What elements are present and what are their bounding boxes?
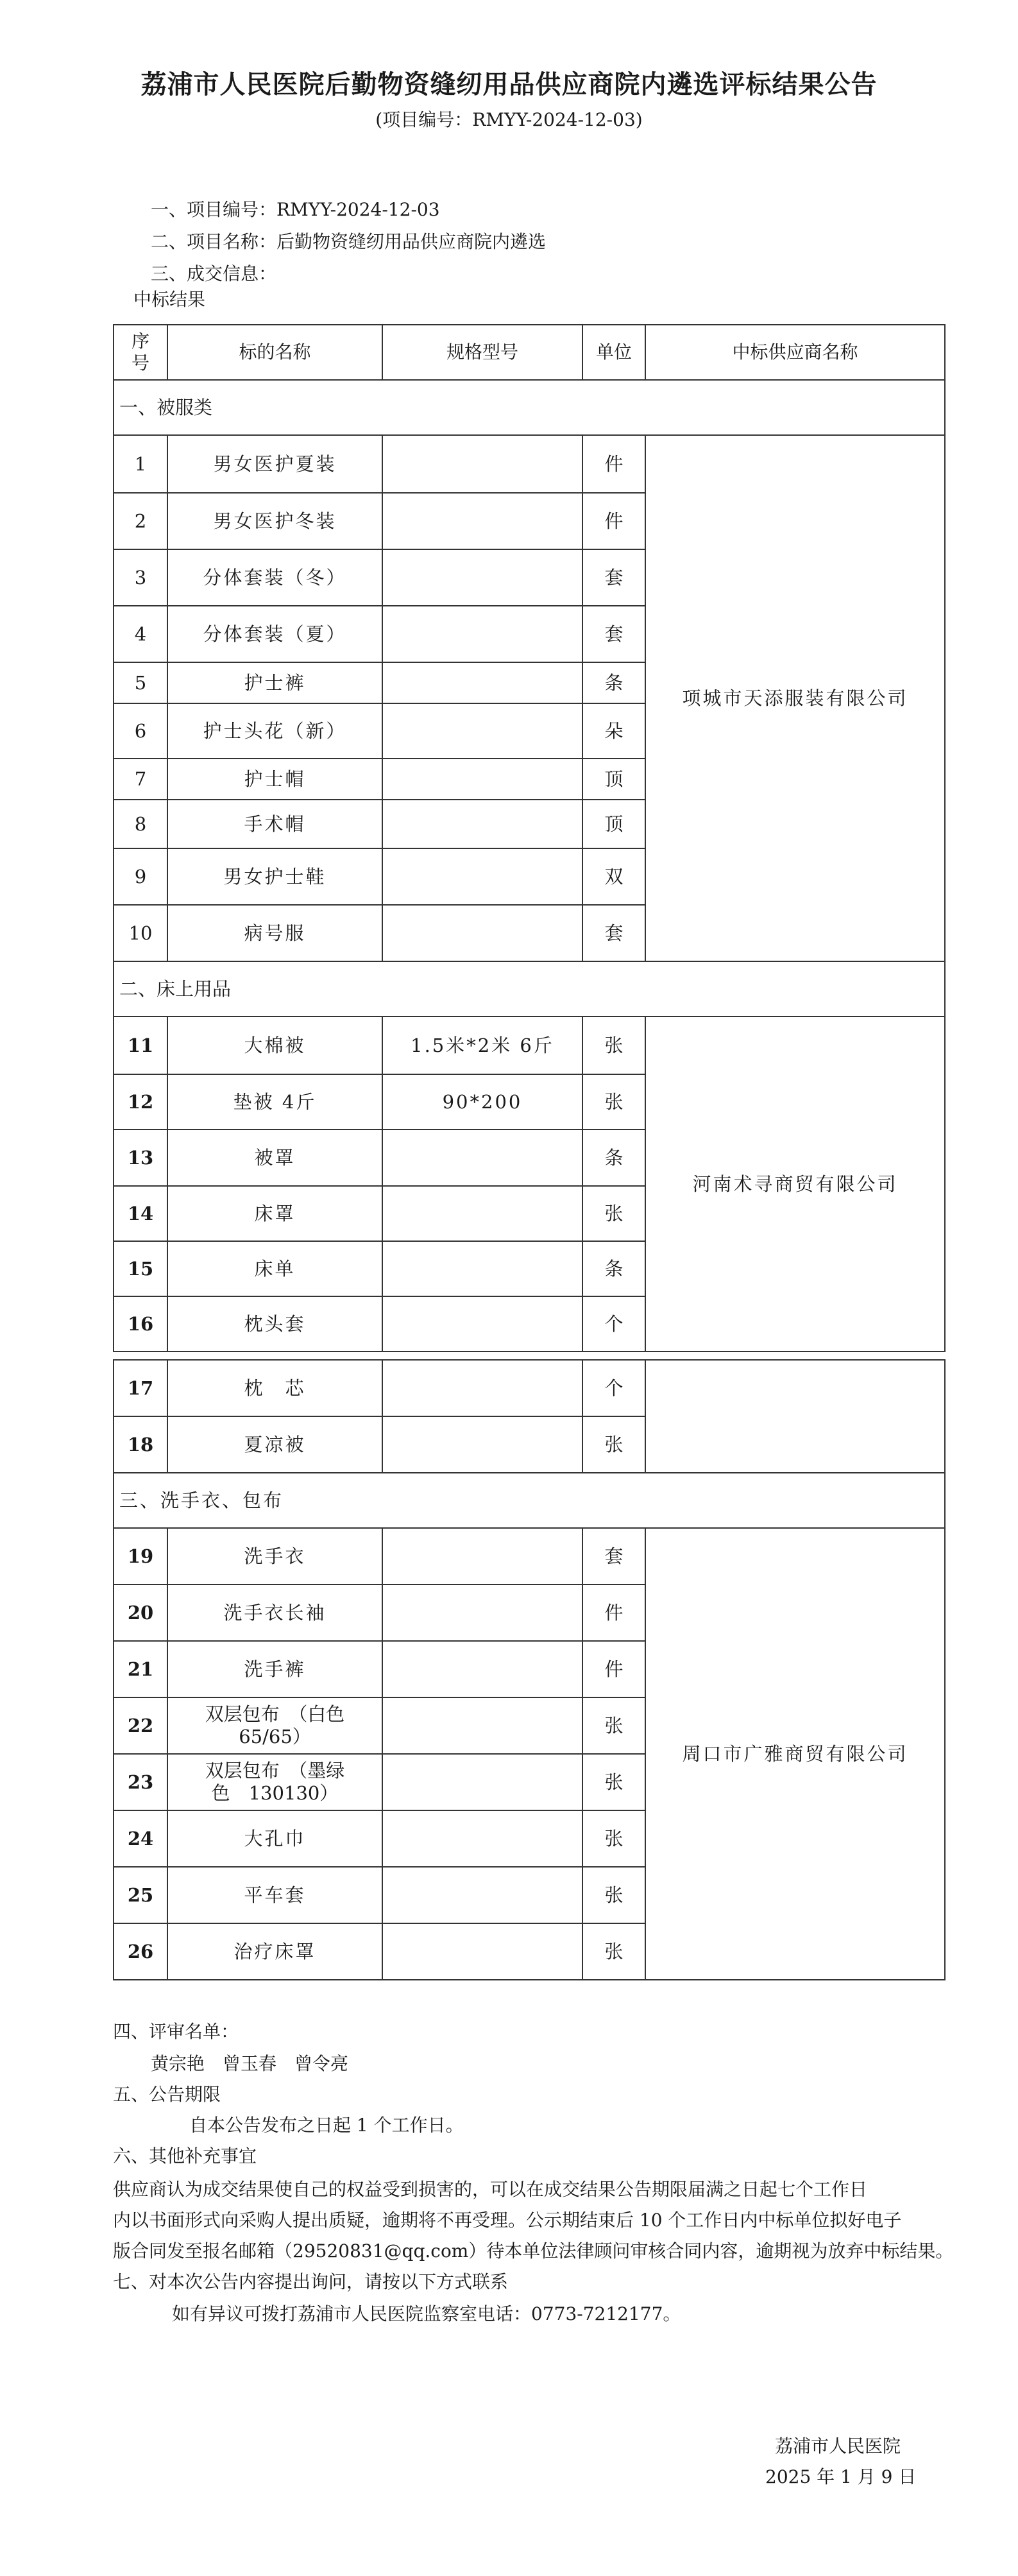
row-no: 17: [114, 1360, 167, 1416]
row-no: 2: [114, 493, 167, 549]
section-7-heading: 七、对本次公告内容提出询问，请按以下方式联系: [113, 2271, 509, 2292]
section-5-heading: 五、公告期限: [113, 2084, 221, 2105]
section-6-heading: 六、其他补充事宜: [113, 2145, 257, 2167]
row-name: 垫被 4斤: [167, 1074, 382, 1129]
section-title: 二、床上用品: [114, 961, 945, 1017]
row-spec: [382, 1697, 582, 1754]
section-title: 一、被服类: [114, 380, 945, 435]
supplier-name: 项城市天添服装有限公司: [645, 435, 945, 961]
row-spec: 90*200: [382, 1074, 582, 1129]
issuer-org: 荔浦市人民医院: [775, 2435, 901, 2457]
row-no: 21: [114, 1641, 167, 1697]
row-no: 4: [114, 606, 167, 662]
row-unit: 套: [582, 905, 645, 961]
header-seq: 序 号: [114, 325, 167, 380]
row-spec: [382, 1810, 582, 1867]
row-no: 3: [114, 549, 167, 606]
row-no: 13: [114, 1129, 167, 1186]
row-unit: 件: [582, 435, 645, 493]
result-table-2: [113, 1359, 946, 1980]
row-spec: [382, 435, 582, 493]
row-no: 8: [114, 800, 167, 848]
row-no: 26: [114, 1923, 167, 1980]
row-unit: 张: [582, 1416, 645, 1473]
row-no: 22: [114, 1697, 167, 1754]
row-no: 18: [114, 1416, 167, 1473]
row-unit: 张: [582, 1867, 645, 1923]
supplier-empty: [645, 1360, 945, 1473]
row-spec: [382, 1129, 582, 1186]
row-unit: 个: [582, 1360, 645, 1416]
row-name: 手术帽: [167, 800, 382, 848]
row-name: 枕头套: [167, 1296, 382, 1352]
row-unit: 朵: [582, 703, 645, 759]
row-no: 19: [114, 1528, 167, 1584]
header-supplier: 中标供应商名称: [645, 325, 945, 380]
issue-date: 2025 年 1 月 9 日: [765, 2466, 917, 2487]
row-no: 23: [114, 1754, 167, 1810]
row-name: 夏凉被: [167, 1416, 382, 1473]
result-table-1: [113, 324, 946, 1352]
row-spec: [382, 1754, 582, 1810]
row-spec: [382, 1584, 582, 1641]
table-header-row: [114, 325, 945, 380]
row-no: 6: [114, 703, 167, 759]
row-spec: [382, 1867, 582, 1923]
row-spec: [382, 1528, 582, 1584]
row-spec: [382, 1360, 582, 1416]
row-unit: 条: [582, 1129, 645, 1186]
row-no: 16: [114, 1296, 167, 1352]
page-title: 荔浦市人民医院后勤物资缝纫用品供应商院内遴选评标结果公告: [140, 69, 878, 99]
row-name: 护士头花（新）: [167, 703, 382, 759]
row-name: 床单: [167, 1241, 382, 1296]
row-name: 平车套: [167, 1867, 382, 1923]
row-spec: [382, 606, 582, 662]
table-row: [114, 435, 945, 493]
row-name: 男女护士鞋: [167, 848, 382, 905]
row-unit: 套: [582, 549, 645, 606]
row-spec: [382, 1186, 582, 1241]
contact-text: 如有异议可拨打荔浦市人民医院监察室电话：0773-7212177。: [172, 2303, 681, 2324]
row-spec: [382, 1241, 582, 1296]
row-name: 洗手衣长袖: [167, 1584, 382, 1641]
row-spec: [382, 800, 582, 848]
row-no: 12: [114, 1074, 167, 1129]
row-unit: 条: [582, 662, 645, 703]
row-unit: 双: [582, 848, 645, 905]
row-unit: 个: [582, 1296, 645, 1352]
row-spec: [382, 703, 582, 759]
row-unit: 张: [582, 1754, 645, 1810]
row-name: 男女医护冬装: [167, 493, 382, 549]
row-spec: [382, 1416, 582, 1473]
supplement-line-3: 版合同发至报名邮箱（29520831@qq.com）待本单位法律顾问审核合同内容，逾期视为放弃中标结果。: [113, 2240, 954, 2262]
supplier-name: 河南术寻商贸有限公司: [645, 1017, 945, 1352]
row-name: 枕 芯: [167, 1360, 382, 1416]
row-unit: 件: [582, 493, 645, 549]
row-no: 7: [114, 759, 167, 800]
row-unit: 张: [582, 1186, 645, 1241]
row-spec: [382, 759, 582, 800]
info-project-name: 二、项目名称：后勤物资缝纫用品供应商院内遴选: [151, 231, 547, 252]
row-spec: 1.5米*2米 6斤: [382, 1017, 582, 1074]
row-unit: 张: [582, 1810, 645, 1867]
section-row: [114, 961, 945, 1017]
row-spec: [382, 905, 582, 961]
project-number-subtitle: (项目编号：RMYY-2024-12-03): [375, 109, 643, 130]
row-name: 洗手衣: [167, 1528, 382, 1584]
section-row: [114, 1473, 945, 1528]
row-unit: 套: [582, 1528, 645, 1584]
row-unit: 件: [582, 1584, 645, 1641]
row-spec: [382, 1296, 582, 1352]
table-row: [114, 1360, 945, 1416]
info-project-number: 一、项目编号：RMYY-2024-12-03: [151, 199, 440, 220]
table-row: [114, 1017, 945, 1074]
row-unit: 张: [582, 1017, 645, 1074]
row-unit: 顶: [582, 759, 645, 800]
supplement-line-1: 供应商认为成交结果使自己的权益受到损害的，可以在成交结果公告期限届满之日起七个工作日: [113, 2179, 868, 2200]
row-spec: [382, 848, 582, 905]
row-name: 分体套装（夏）: [167, 606, 382, 662]
row-name: 护士帽: [167, 759, 382, 800]
header-unit: 单位: [582, 325, 645, 380]
row-no: 25: [114, 1867, 167, 1923]
row-no: 5: [114, 662, 167, 703]
supplement-line-2: 内以书面形式向采购人提出质疑，逾期将不再受理。公示期结束后 10 个工作日内中标单位拟好电子: [113, 2210, 902, 2231]
supplier-name: 周口市广雅商贸有限公司: [645, 1528, 945, 1980]
notice-period-text: 自本公告发布之日起 1 个工作日。: [189, 2115, 464, 2136]
section-4-heading: 四、评审名单：: [113, 2021, 239, 2042]
row-no: 11: [114, 1017, 167, 1074]
row-unit: 顶: [582, 800, 645, 848]
header-spec: 规格型号: [382, 325, 582, 380]
row-no: 14: [114, 1186, 167, 1241]
row-unit: 张: [582, 1923, 645, 1980]
row-name: 病号服: [167, 905, 382, 961]
row-no: 15: [114, 1241, 167, 1296]
row-name: 分体套装（冬）: [167, 549, 382, 606]
row-spec: [382, 493, 582, 549]
header-name: 标的名称: [167, 325, 382, 380]
row-name: 被罩: [167, 1129, 382, 1186]
row-name: 大孔巾: [167, 1810, 382, 1867]
section-title: 三、洗手衣、包布: [114, 1473, 945, 1528]
row-name: 洗手裤: [167, 1641, 382, 1697]
row-no: 10: [114, 905, 167, 961]
row-unit: 张: [582, 1074, 645, 1129]
row-name: 双层包布 （白色 65/65）: [167, 1697, 382, 1754]
row-name: 床罩: [167, 1186, 382, 1241]
table-row: [114, 1528, 945, 1584]
reviewer-names: 黄宗艳 曾玉春 曾令亮: [151, 2053, 349, 2074]
row-name: 双层包布 （墨绿 色 130130）: [167, 1754, 382, 1810]
row-no: 9: [114, 848, 167, 905]
row-name: 护士裤: [167, 662, 382, 703]
row-name: 治疗床罩: [167, 1923, 382, 1980]
row-spec: [382, 549, 582, 606]
row-no: 20: [114, 1584, 167, 1641]
row-unit: 套: [582, 606, 645, 662]
row-name: 男女医护夏装: [167, 435, 382, 493]
row-spec: [382, 1641, 582, 1697]
row-no: 24: [114, 1810, 167, 1867]
row-unit: 件: [582, 1641, 645, 1697]
info-deal-heading: 三、成交信息：: [151, 263, 277, 284]
row-no: 1: [114, 435, 167, 493]
row-name: 大棉被: [167, 1017, 382, 1074]
row-unit: 张: [582, 1697, 645, 1754]
info-result-heading: 中标结果: [133, 289, 206, 310]
row-spec: [382, 662, 582, 703]
row-spec: [382, 1923, 582, 1980]
section-row: [114, 380, 945, 435]
row-unit: 条: [582, 1241, 645, 1296]
